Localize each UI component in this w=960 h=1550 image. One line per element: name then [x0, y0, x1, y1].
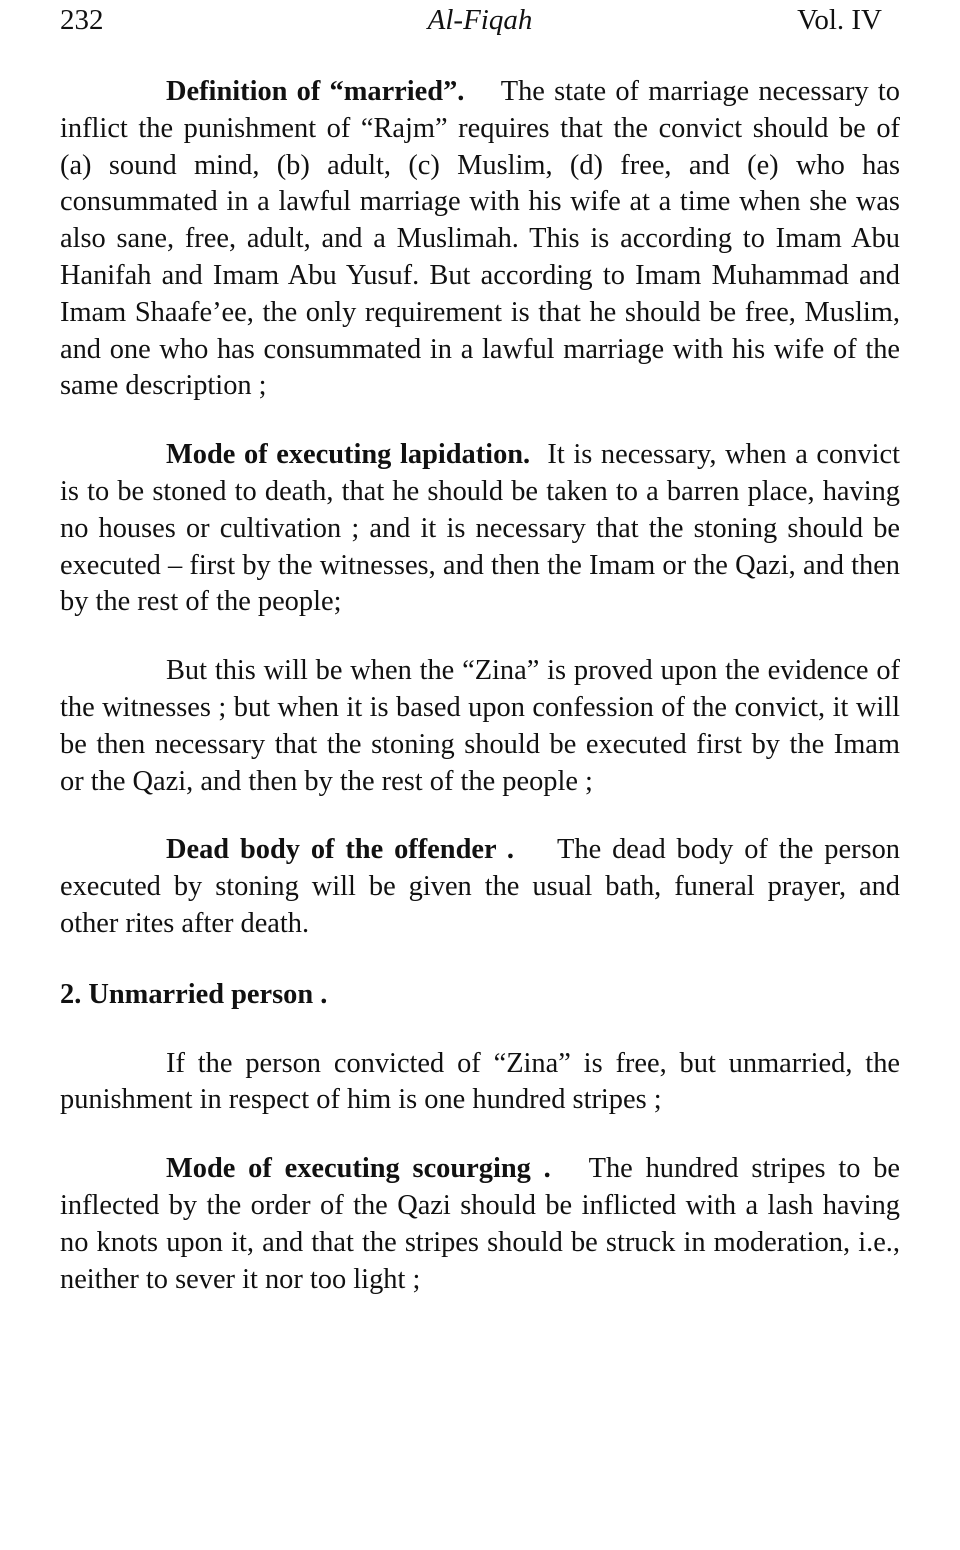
- paragraph-unmarried-punishment: [60, 1046, 900, 1120]
- paragraph-heading: Dead body of the offender .: [166, 834, 515, 866]
- section-heading-unmarried: 2. Unmarried person .: [60, 978, 328, 1010]
- paragraph-definition-married: [60, 74, 900, 405]
- paragraph-heading: Mode of executing scourging .: [166, 1153, 551, 1185]
- paragraph-confession: [60, 653, 900, 800]
- paragraph-text: The hundred stripes to be inflected by the order of the Qazi should be inflicted with a lash having no knots upon it, and that the stripes should be struck in moderation, i.e., neither to sever it nor too light ;: [60, 1153, 901, 1295]
- paragraph-mode-lapidation: [60, 437, 900, 621]
- paragraph-text: But this will be when the “Zina” is proved upon the evidence of the witnesses ; but when it is based upon confession of the convict, it will be then necessary that the stoning should be executed first by the Imam or the Qazi, and then by the rest of the people ;: [60, 655, 900, 797]
- paragraph-text: It is necessary, when a convict is to be stoned to death, that he should be taken to a barren place, having no houses or cultivation ; and it is necessary that the stoning should be executed – first by the witnesses, and then the Imam or the Qazi, and then by the rest of the people;: [60, 439, 900, 618]
- paragraph-text: If the person convicted of “Zina” is free, but unmarried, the punishment in respect of him is one hundred stripes ;: [60, 1047, 900, 1116]
- paragraph-text: The state of marriage necessary to inflict the punishment of “Rajm” requires that the convict should be of (a) sound mind, (b) adult, (c) Muslim, (d) free, and (e) who has consummated in a lawful marriage with his wife at a time when she was also sane, free, adult, and a Muslimah. This is according to Imam Abu Hanifah and Imam Abu Yusuf. But according to Imam Muhammad and Imam Shaafe’ee, the only requirement is that he should be free, Muslim, and one who has consummated in a lawful marriage with his wife of the same description ;: [60, 76, 900, 402]
- paragraph-text: The dead body of the person executed by stoning will be given the usual bath, funeral prayer, and other rites after death.: [60, 834, 900, 939]
- paragraph-dead-body: [60, 832, 900, 942]
- book-title: Al-Fiqah: [427, 4, 533, 36]
- paragraph-mode-scourging: [60, 1151, 900, 1298]
- paragraph-heading: Mode of executing lapidation.: [166, 439, 531, 471]
- paragraph-heading: Definition of “married”.: [166, 76, 465, 107]
- volume-label: Vol. IV: [797, 4, 882, 36]
- book-page: [60, 0, 900, 1298]
- running-header: [60, 0, 900, 46]
- page-number: 232: [60, 4, 104, 36]
